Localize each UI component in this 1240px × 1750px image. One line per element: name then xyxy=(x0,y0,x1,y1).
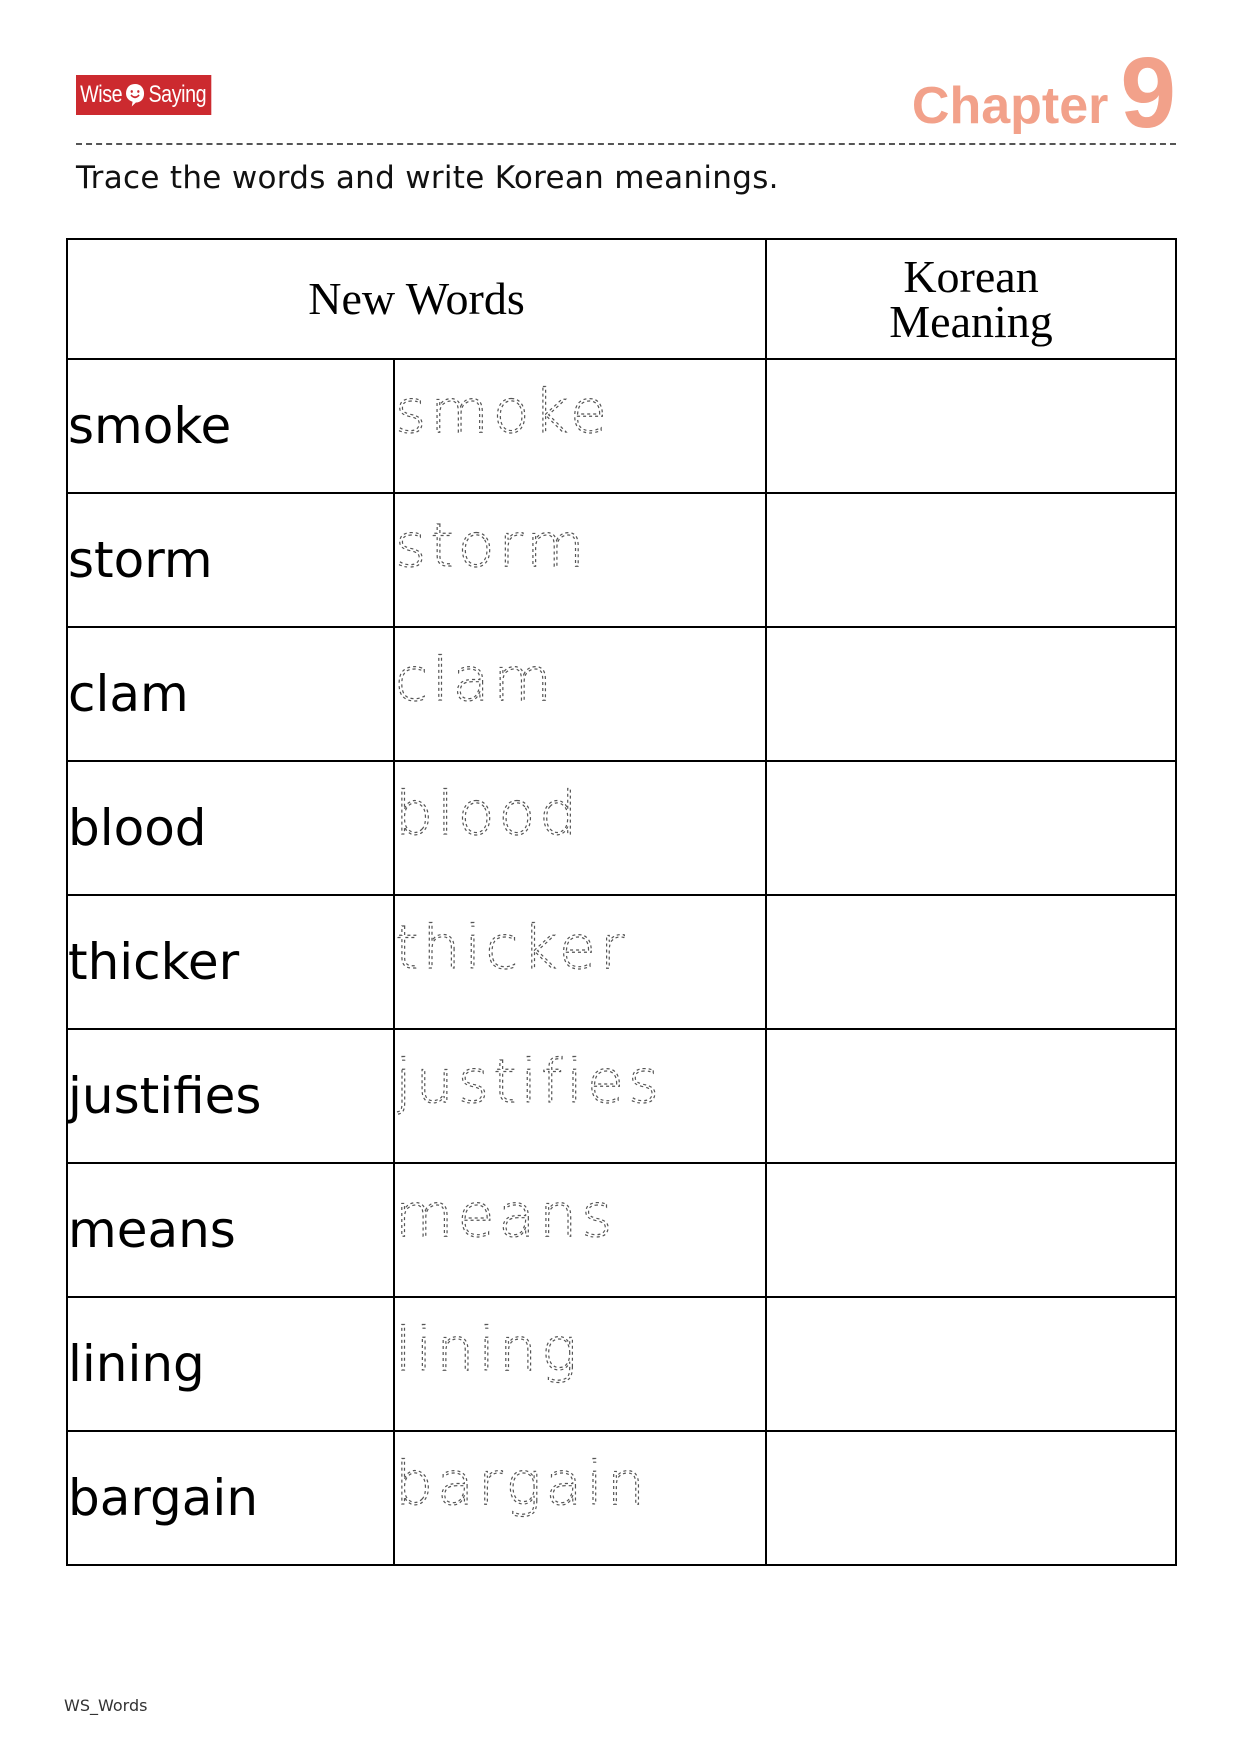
header-korean-meaning-line2: Meaning xyxy=(889,296,1053,347)
table-row xyxy=(67,895,1176,1029)
trace-word xyxy=(395,1312,725,1392)
trace-cell[interactable] xyxy=(394,359,766,493)
trace-word xyxy=(395,910,725,990)
table-header-row xyxy=(67,239,1176,359)
vocab-word: blood xyxy=(67,761,394,895)
trace-word-text: blood xyxy=(395,779,582,849)
trace-word xyxy=(395,1178,725,1258)
chapter-heading xyxy=(911,37,1176,149)
vocab-word: justifies xyxy=(67,1029,394,1163)
vocab-word: storm xyxy=(67,493,394,627)
trace-word-text: clam xyxy=(395,645,556,715)
korean-meaning-cell[interactable] xyxy=(766,1029,1176,1163)
table-row xyxy=(67,761,1176,895)
trace-word xyxy=(395,1446,725,1526)
trace-cell[interactable] xyxy=(394,1163,766,1297)
table-row xyxy=(67,493,1176,627)
vocab-word: thicker xyxy=(67,895,394,1029)
korean-meaning-cell[interactable] xyxy=(766,493,1176,627)
korean-meaning-cell[interactable] xyxy=(766,895,1176,1029)
trace-cell[interactable] xyxy=(394,1431,766,1565)
trace-word xyxy=(395,642,725,722)
trace-word-text: lining xyxy=(395,1315,582,1385)
korean-meaning-cell[interactable] xyxy=(766,761,1176,895)
header-divider xyxy=(76,143,1176,145)
trace-word-text: justifies xyxy=(395,1047,664,1117)
logo-text-right: Saying xyxy=(148,81,207,108)
korean-meaning-cell[interactable] xyxy=(766,627,1176,761)
table-row xyxy=(67,1431,1176,1565)
trace-cell[interactable] xyxy=(394,627,766,761)
trace-word xyxy=(395,776,725,856)
trace-word xyxy=(395,1044,725,1124)
korean-meaning-cell[interactable] xyxy=(766,1297,1176,1431)
trace-word-text: bargain xyxy=(395,1449,649,1519)
trace-word-text: storm xyxy=(395,511,589,581)
trace-word-text: means xyxy=(395,1181,617,1251)
table-row xyxy=(67,1297,1176,1431)
vocab-word: clam xyxy=(67,627,394,761)
korean-meaning-cell[interactable] xyxy=(766,359,1176,493)
trace-word-text: thicker xyxy=(395,913,629,983)
trace-cell[interactable] xyxy=(394,895,766,1029)
header-new-words: New Words xyxy=(67,239,766,359)
table-row xyxy=(67,359,1176,493)
trace-word xyxy=(395,374,725,454)
vocab-word: bargain xyxy=(67,1431,394,1565)
vocab-word: means xyxy=(67,1163,394,1297)
chapter-number: 9 xyxy=(1120,37,1176,149)
table-row xyxy=(67,1029,1176,1163)
table-row xyxy=(67,1163,1176,1297)
speech-bubble-smiley-icon xyxy=(125,82,146,108)
trace-cell[interactable] xyxy=(394,1297,766,1431)
header-korean-meaning-line1: Korean xyxy=(903,250,1039,302)
table-row xyxy=(67,627,1176,761)
korean-meaning-cell[interactable] xyxy=(766,1431,1176,1565)
trace-cell[interactable] xyxy=(394,493,766,627)
trace-word-text: smoke xyxy=(395,377,611,447)
logo-text-left: Wise xyxy=(80,81,123,108)
korean-meaning-cell[interactable] xyxy=(766,1163,1176,1297)
trace-cell[interactable] xyxy=(394,1029,766,1163)
footer-label: WS_Words xyxy=(64,1696,148,1715)
vocabulary-table xyxy=(66,238,1177,1566)
instruction-text: Trace the words and write Korean meanings. xyxy=(76,160,779,196)
trace-cell[interactable] xyxy=(394,761,766,895)
header-korean-meaning xyxy=(766,239,1176,359)
vocab-word: lining xyxy=(67,1297,394,1431)
vocab-word: smoke xyxy=(67,359,394,493)
trace-word xyxy=(395,508,725,588)
brand-logo xyxy=(76,75,211,115)
chapter-label: Chapter xyxy=(911,77,1109,135)
